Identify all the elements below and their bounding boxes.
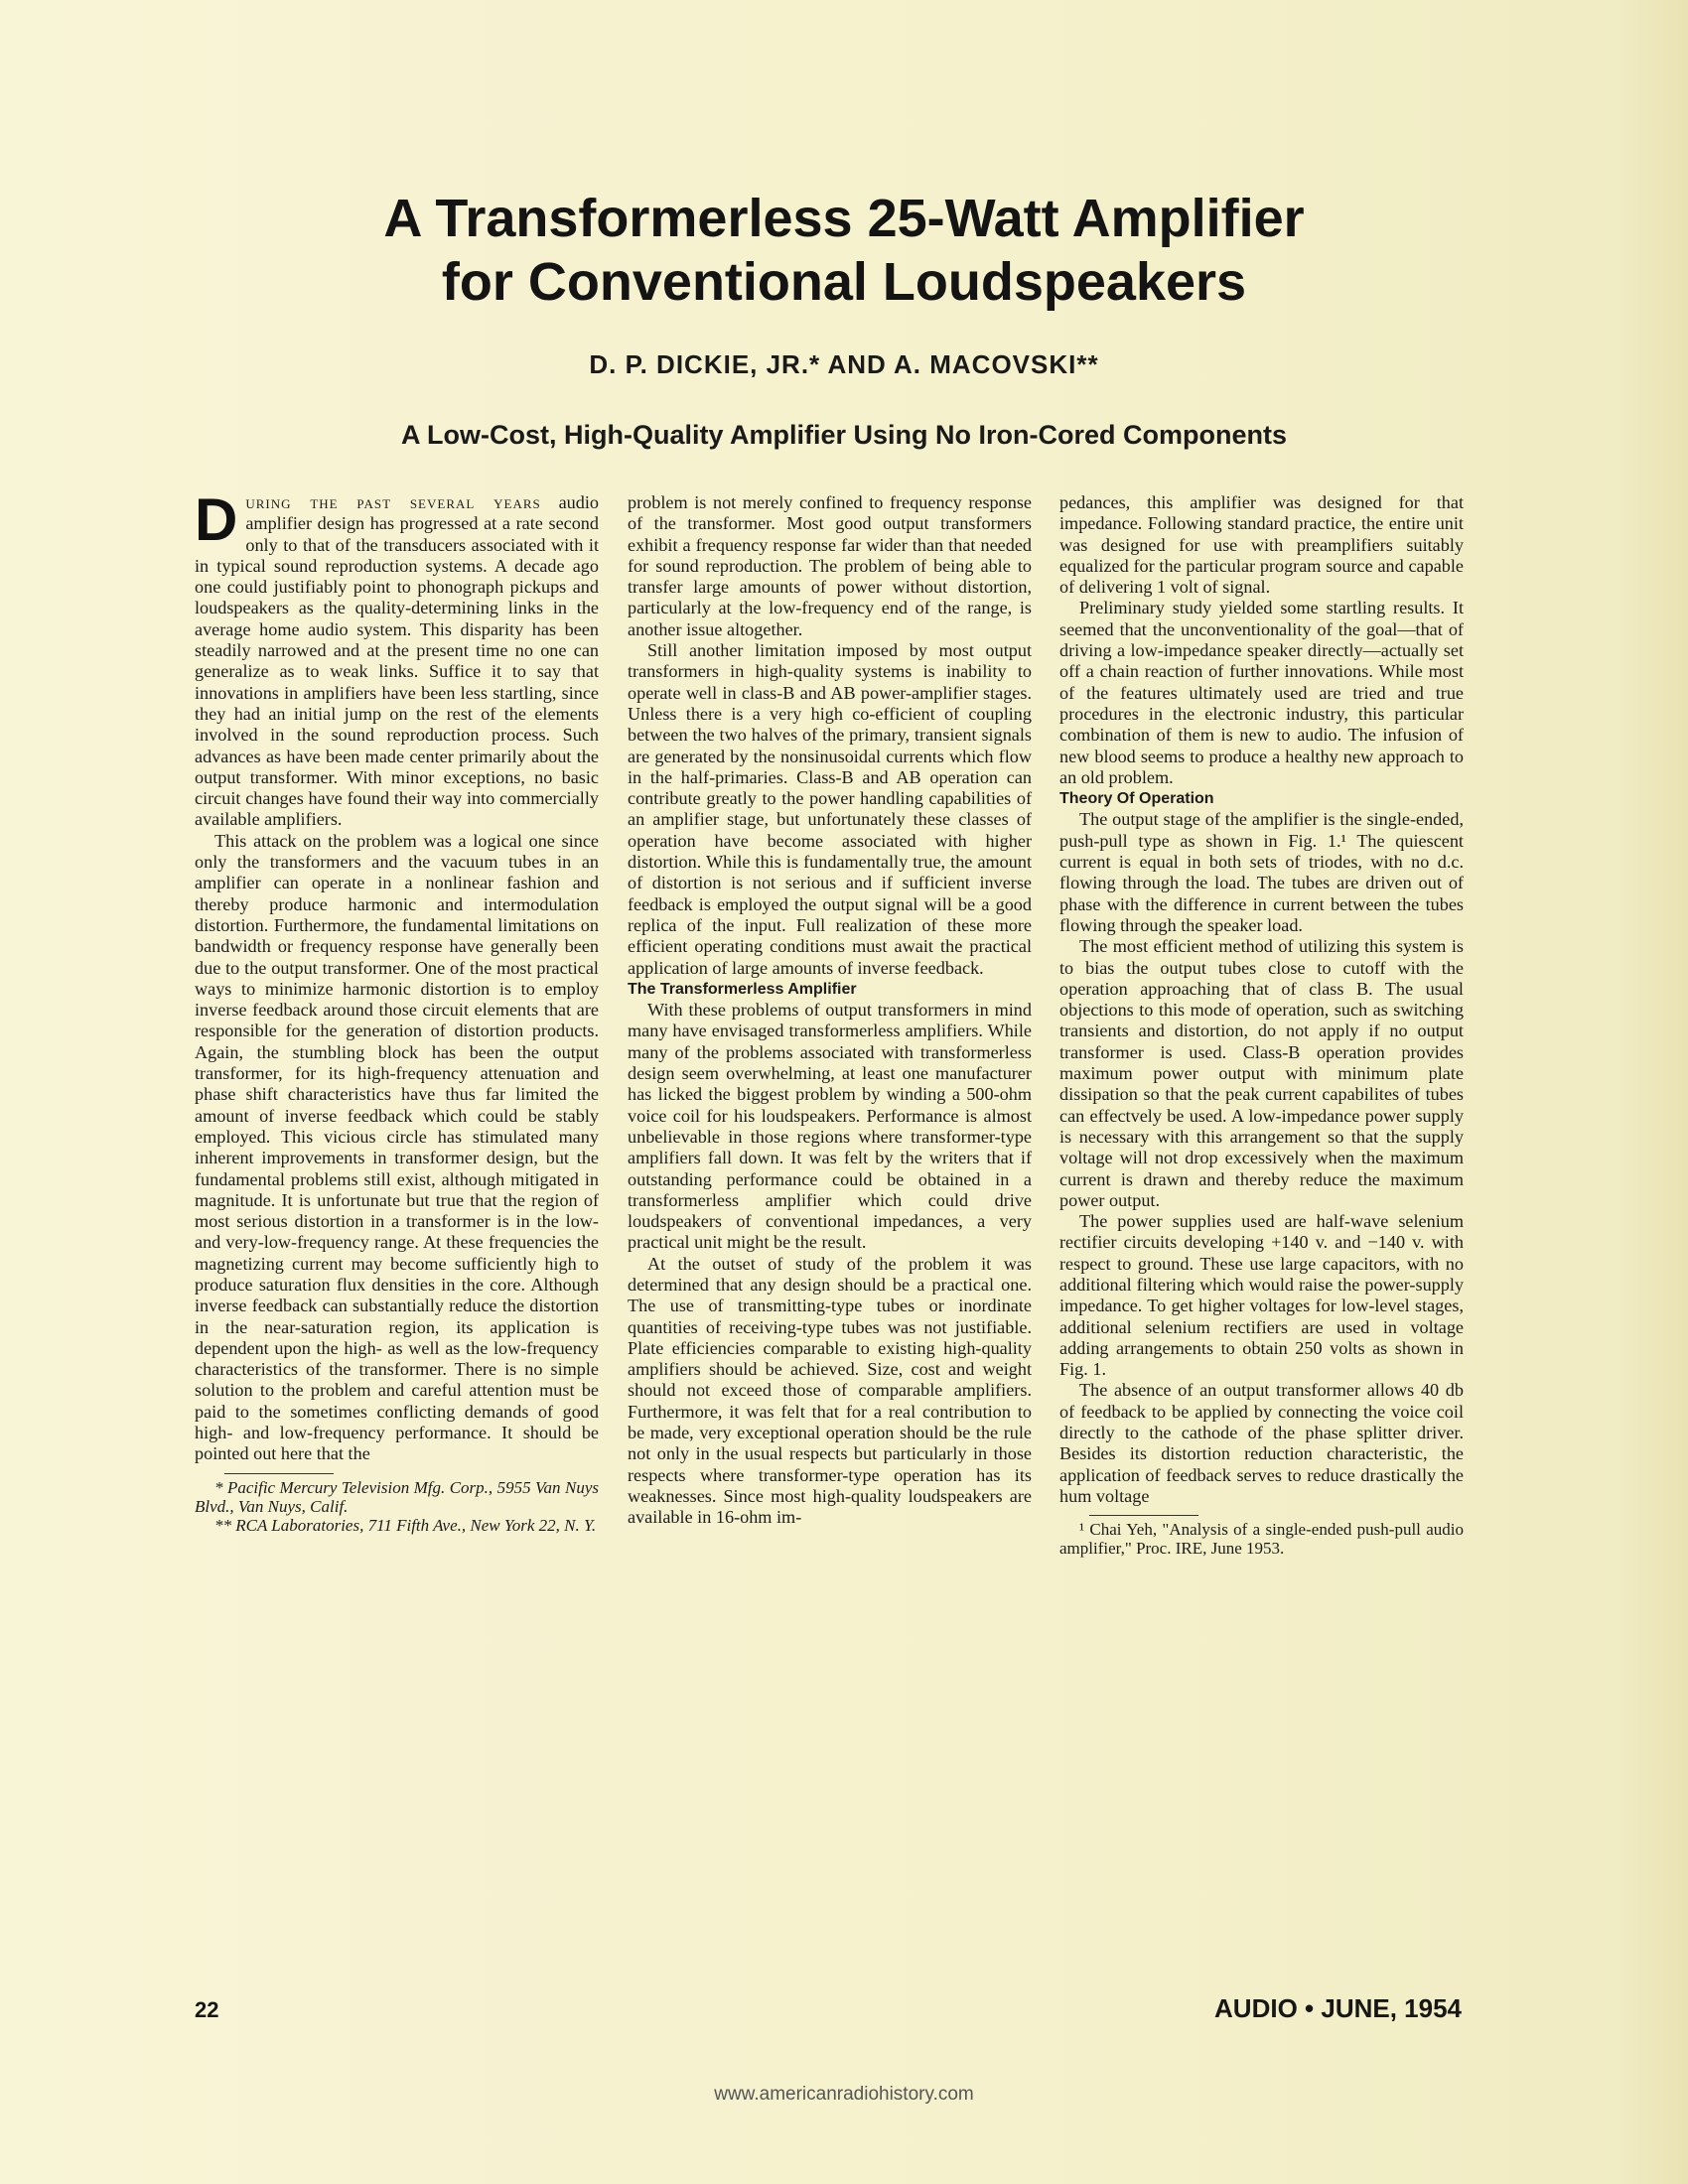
- opening-paragraph-text: audio amplifier design has progressed at a rate second only to that of the transducers associated with it in typical sound reproduction systems. A decade ago one could justifiably point to phonograph pickups and loudspeakers as the quality-determining links in the average home audio system. This disparity has been steadily narrowed and at the present time no one can generalize as to weak links. Suffice it to say that innovations in amplifiers have been less startling, since they had an initial jump on the rest of the elements involved in the sound reproduction process. Such advances as have been made center primarily about the output transformer. With minor exceptions, no basic circuit changes have found their way into commercially available amplifiers.: [195, 492, 600, 830]
- page-number: 22: [195, 1997, 219, 2022]
- footnote-divider: [224, 1473, 334, 1474]
- footnote-reference: ¹ Chai Yeh, "Analysis of a single-ended push-pull audio amplifier," Proc. IRE, June 1953.: [1059, 1520, 1464, 1559]
- article-title: [238, 187, 1450, 314]
- footnote-author-2: ** RCA Laboratories, 711 Fifth Ave., New York 22, N. Y.: [214, 1515, 597, 1535]
- paragraph: pedances, this amplifier was designed for that impedance. Following standard practice, the entire unit was designed for use with preamplifiers suitably equalized for the particular program source and capable of delivering 1 volt of signal.: [1059, 492, 1464, 598]
- page-edge-shadow: [1618, 0, 1688, 2184]
- footnote-author-1: * Pacific Mercury Television Mfg. Corp., 5955 Van Nuys Blvd., Van Nuys, Calif.: [195, 1477, 599, 1516]
- title-line-1: A Transformerless 25-Watt Amplifier: [383, 189, 1305, 248]
- section-heading: Theory Of Operation: [1059, 790, 1214, 808]
- article-subtitle: A Low-Cost, High-Quality Amplifier Using No Iron-Cored Components: [401, 420, 1287, 450]
- running-footer: AUDIO • JUNE, 1954: [1214, 1993, 1462, 2023]
- paragraph: The most efficient method of utilizing this system is to bias the output tubes close to cutoff with the operation approaching that of class B. The usual objections to this mode of operation, such as switching transients and distortion, do not apply if no output transformer is used. Class-B operation provides maximum power output with minimum plate dissipation so that the peak current capabilites of tubes can effectvely be used. A low-impedance power supply is necessary with this arrangement so that the supply voltage will not drop excessively when the maximum current is drawn and thereby reduce the maximum power output.: [1059, 936, 1464, 1210]
- text-column-2: [628, 492, 1032, 1529]
- paragraph: Still another limitation imposed by most output transformers in high-quality systems is inability to operate well in class-B and AB power-amplifier stages. Unless there is a very high co-efficient of coupling between the two halves of the primary, transient signals are generated by the nonsinusoidal currents which flow in the half-primaries. Class-B and AB operation can contribute greatly to the power handling capabilities of an amplifier stage, but unfortunately these classes of operation have become associated with higher distortion. While this is fundamentally true, the amount of distortion is not serious and if sufficient inverse feedback is employed the output signal will be a good replica of the input. Full realization of these more efficient operating conditions must await the practical application of large amounts of inverse feedback.: [628, 640, 1032, 978]
- paragraph: Preliminary study yielded some startling results. It seemed that the unconventionality of the goal—that of driving a low-impedance speaker directly—actually set off a chain reaction of further innovations. While most of the features ultimately used are tried and true procedures in the electronic industry, this particular combination of them is new to audio. The infusion of new blood seems to produce a healthy new approach to an old problem.: [1059, 598, 1464, 787]
- paragraph: The absence of an output transformer allows 40 db of feedback to be applied by connecting the voice coil directly to the cathode of the phase splitter driver. Besides its distortion reduction characteristic, the application of feedback serves to reduce drastically the hum voltage: [1059, 1380, 1464, 1506]
- section-heading: The Transformerless Amplifier: [628, 980, 857, 998]
- paragraph: The output stage of the amplifier is the single-ended, push-pull type as shown in Fig. 1.¹ The quiescent current is equal in both sets of triodes, with no d.c. flowing through the load. The tubes are driven out of phase with the difference in current between the tubes flowing through the speaker load.: [1059, 809, 1464, 935]
- text-column-1: [195, 486, 600, 1535]
- source-watermark: www.americanradiohistory.com: [714, 2084, 974, 2105]
- paragraph: At the outset of study of the problem it was determined that any design should be a practical one. The use of transmitting-type tubes or inordinate quantities of receiving-type tubes was not justifiable. Plate efficiencies comparable to existing high-quality amplifiers should be achieved. Size, cost and weight should not exceed those of comparable amplifiers. Furthermore, it was felt that for a real contribution to be made, very exceptional operation should be the rule not only in the usual respects but particularly in those respects where transformer-type operation has its weaknesses. Since most high-quality loudspeakers are available in 16-ohm im-: [628, 1253, 1032, 1528]
- footnote-divider: [1089, 1515, 1198, 1516]
- paragraph: The power supplies used are half-wave selenium rectifier circuits developing +140 v. and −140 v. with respect to ground. These use large capacitors, with no additional filtering which would raise the power-supply impedance. To get higher voltages for low-level stages, additional selenium rectifiers are used in voltage adding arrangements to obtain 250 volts as shown in Fig. 1.: [1059, 1211, 1464, 1380]
- opening-paragraph: [195, 486, 600, 831]
- text-column-3: [1059, 492, 1464, 1558]
- paragraph: problem is not merely confined to frequency response of the transformer. Most good output transformers exhibit a frequency response far wider than that needed for sound reproduction. The problem of being able to transfer large amounts of power without distortion, particularly at the low-frequency end of the range, is another issue altogether.: [628, 492, 1032, 639]
- paragraph: With these problems of output transformers in mind many have envisaged transformerless amplifiers. While many of the problems associated with transformerless design seem overwhelming, at least one manufacturer has licked the biggest problem by winding a 500-ohm voice coil for his loudspeakers. Performance is almost unbelievable in those regions where transformer-type amplifiers fall down. It was felt by the writers that if outstanding performance could be obtained in a transformerless amplifier which could drive loudspeakers of conventional impedances, a very practical unit might be the result.: [628, 1000, 1032, 1253]
- drop-cap: D: [195, 486, 238, 553]
- article-authors: D. P. DICKIE, JR.* AND A. MACOVSKI**: [589, 349, 1099, 379]
- paragraph: This attack on the problem was a logical one since only the transformers and the vacuum tubes in an amplifier can operate in a nonlinear fashion and thereby produce harmonic and intermodulation distortion. Furthermore, the fundamental limitations on bandwidth or frequency response have generally been due to the output transformer. One of the most practical ways to minimize harmonic distortion is to employ inverse feedback around those circuit elements that are responsible for the generation of distortion products. Again, the stumbling block has been the output transformer, for its high-frequency attenuation and phase shift characteristics have thus far limited the amount of inverse feedback which could be stably employed. This vicious circle has stimulated many inherent improvements in transformer design, but the fundamental problems still exist, although mitigated in magnitude. It is unfortunate but true that the region of most serious distortion in a transformer is in the low- and very-low-frequency range. At these frequencies the magnetizing current may become sufficiently high to produce saturation flux densities in the core. Although inverse feedback can substantially reduce the distortion in the near-saturation region, its application is dependent upon the high- as well as the low-frequency characteristics of the transformer. There is no simple solution to the problem and careful attention must be paid to the sometimes conflicting demands of good high- and low-frequency performance. It should be pointed out here that the: [195, 830, 599, 1464]
- title-line-2: for Conventional Loudspeakers: [441, 252, 1247, 312]
- opening-small-caps: uring the past several years: [245, 492, 541, 512]
